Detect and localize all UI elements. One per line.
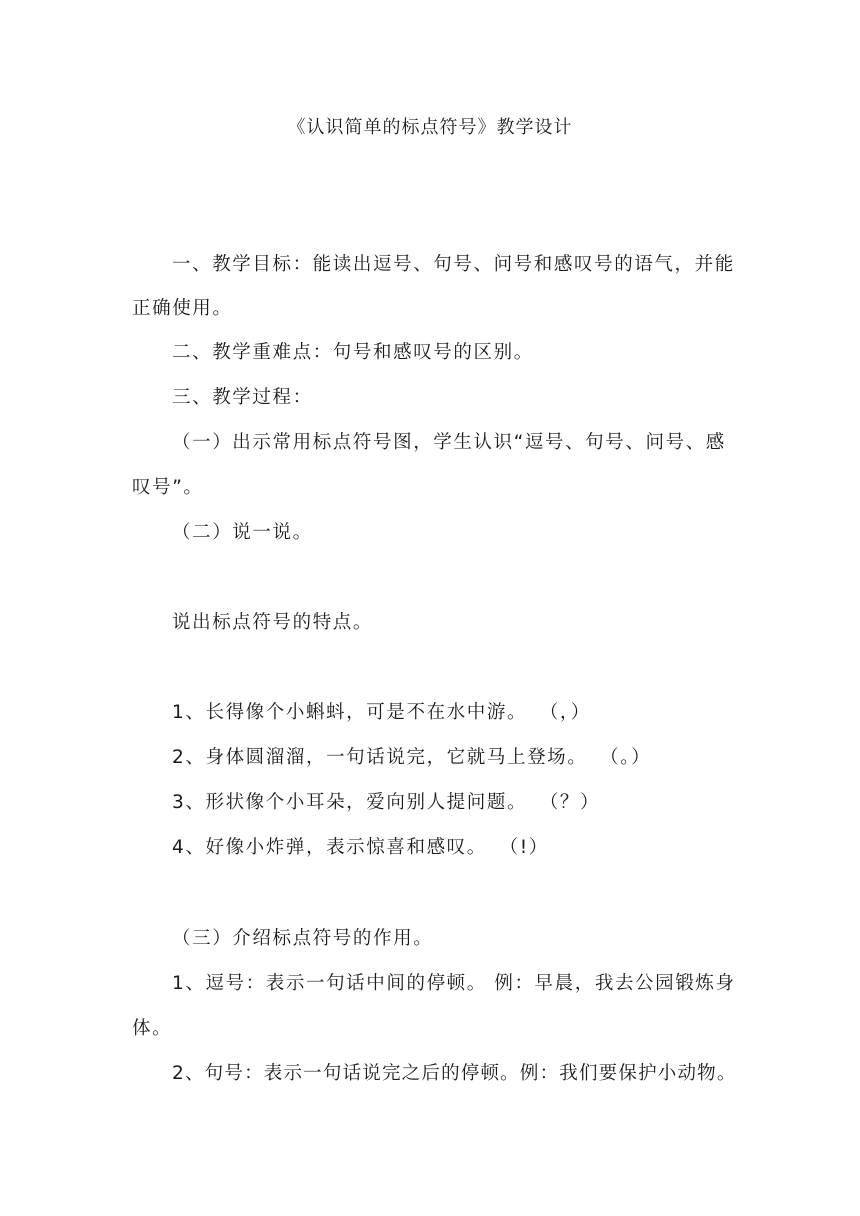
list-item-question-mark-answer: （？） [549, 792, 601, 813]
paragraph-step-three: （三）介绍标点符号的作用。 [172, 928, 434, 949]
list-item-period [172, 745, 651, 771]
list-item-exclamation-mark [172, 835, 549, 861]
paragraph-comma-usage-continued: 体。 [132, 1018, 173, 1039]
list-item-exclamation-mark-text: 4、好像小炸弹，表示惊喜和感叹。 [172, 837, 487, 858]
list-item-comma-text: 1、长得像个小蝌蚪，可是不在水中游。 [172, 702, 528, 723]
paragraph-step-two: （二）说一说。 [172, 522, 313, 543]
list-item-exclamation-mark-answer: （!） [508, 837, 549, 858]
paragraph-step-one-continued: 叹号”。 [132, 477, 204, 498]
paragraph-comma-usage: 1、逗号：表示一句话中间的停顿。 例：早晨，我去公园锻炼身 [172, 973, 736, 994]
paragraph-process-heading: 三、教学过程： [172, 387, 313, 408]
list-item-question-mark-text: 3、形状像个小耳朵，爱向别人提问题。 [172, 792, 528, 813]
paragraph-key-points: 二、教学重难点：句号和感叹号的区别。 [172, 342, 534, 363]
list-item-period-text: 2、身体圆溜溜，一句话说完，它就马上登场。 [172, 747, 588, 768]
paragraph-objectives: 一、教学目标：能读出逗号、句号、问号和感叹号的语气，并能 [172, 254, 735, 275]
list-item-comma-answer: （，） [549, 702, 591, 723]
paragraph-objectives-continued: 正确使用。 [132, 298, 233, 319]
paragraph-period-usage: 2、句号：表示一句话说完之后的停顿。例：我们要保护小动物。 [172, 1063, 737, 1084]
document-title: 《认识简单的标点符号》教学设计 [287, 117, 573, 138]
list-item-question-mark [172, 790, 600, 816]
paragraph-describe-features: 说出标点符号的特点。 [172, 612, 374, 633]
paragraph-step-one: （一）出示常用标点符号图，学生认识“逗号、句号、问号、感 [172, 432, 726, 453]
list-item-period-answer: （。） [609, 747, 652, 768]
list-item-comma [172, 700, 591, 726]
